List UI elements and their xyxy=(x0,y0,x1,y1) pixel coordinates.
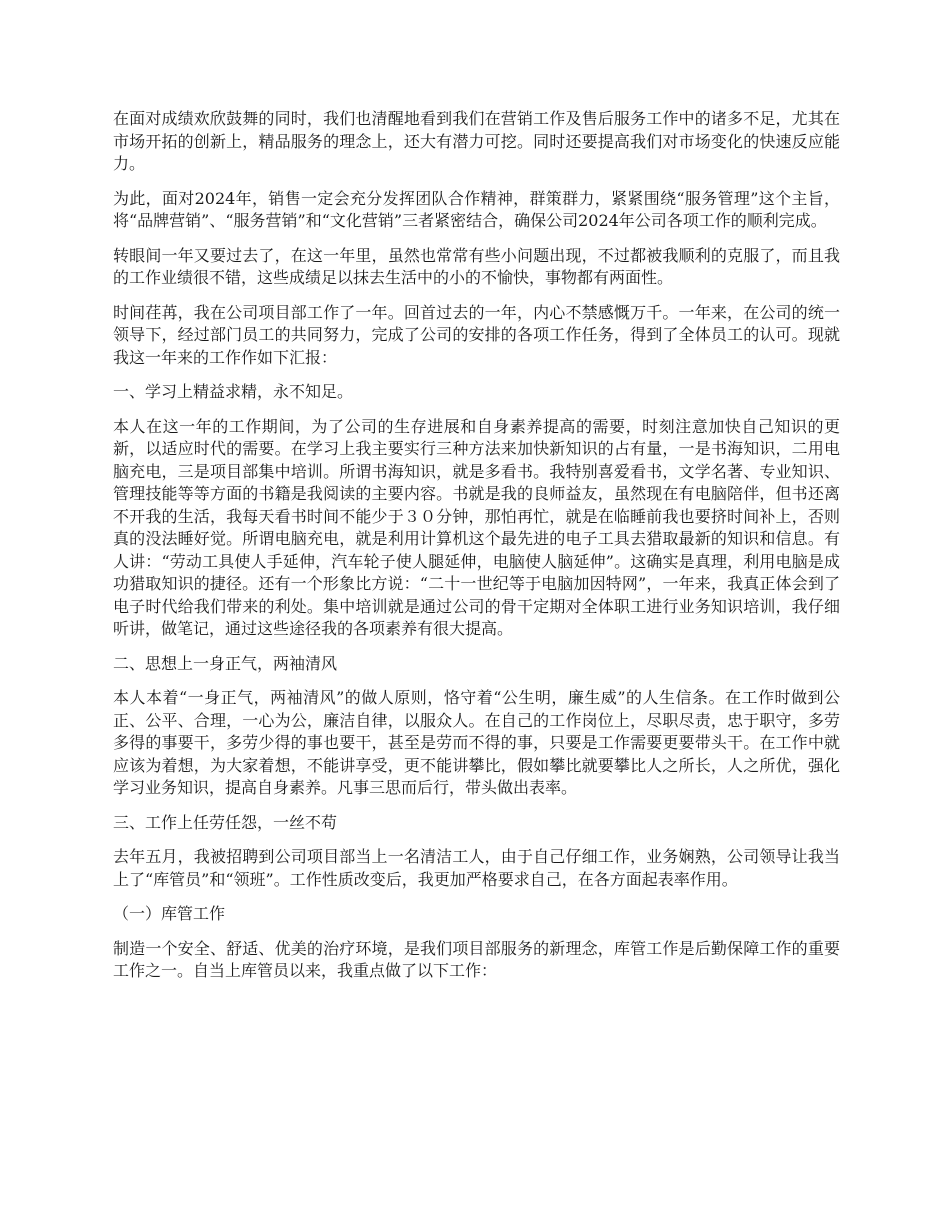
paragraph-6: 本人本着“一身正气，两袖清风”的做人原则，恪守着“公生明，廉生威”的人生信条。在工作时做到公正、公平、合理，一心为公，廉洁自律，以服众人。在自己的工作岗位上，尽职尽责，忠于职守，多劳多得的事要干，多劳少得的事也要干，甚至是劳而不得的事，只要是工作需要更要带头干。在工作中就应该为着想，为大家着想，不能讲享受，更不能讲攀比，假如攀比就要攀比人之所长，人之所优，强化学习业务知识，提高自身素养。凡事三思而后行，带头做出表率。 xyxy=(113,688,840,797)
section-heading-3: 三、工作上任劳任怨，一丝不苟 xyxy=(113,812,338,832)
paragraph-3: 转眼间一年又要过去了，在这一年里，虽然也常常有些小问题出现，不过都被我顺利的克服了，而且我的工作业绩很不错，这些成绩足以抹去生活中的小的不愉快，事物都有两面性。 xyxy=(113,245,840,287)
section-heading-1: 一、学习上精益求精，永不知足。 xyxy=(113,382,354,401)
subsection-heading-1: （一）库管工作 xyxy=(113,904,226,923)
section-heading-2: 二、思想上一身正气，两袖清风 xyxy=(113,653,338,673)
paragraph-7: 去年五月，我被招聘到公司项目部当上一名清洁工人，由于自己仔细工作，业务娴熟，公司领导让我当上了“库管员”和“领班”。工作性质改变后，我更加严格要求自己，在各方面起表率作用。 xyxy=(113,847,840,889)
paragraph-5: 本人在这一年的工作期间，为了公司的生存进展和自身素养提高的需要，时刻注意加快自己知识的更新，以适应时代的需要。在学习上我主要实行三种方法来加快新知识的占有量，一是书海知识，二用电脑充电，三是项目部集中培训。所谓书海知识，就是多看书。我特别喜爱看书，文学名著、专业知识、管理技能等等方面的书籍是我阅读的主要内容。书就是我的良师益友，虽然现在有电脑陪伴，但书还离不开我的生活，我每天看书时间不能少于３０分钟，那怕再忙，就是在临睡前我也要挤时间补上，否则真的没法睡好觉。所谓电脑充电，就是利用计算机这个最先进的电子工具去猎取最新的知识和信息。有人讲：“劳动工具使人手延伸，汽车轮子使人腿延伸，电脑使人脑延伸”。这确实是真理，利用电脑是成功猎取知识的捷径。还有一个形象比方说：“二十一世纪等于电脑加因特网”，一年来，我真正体会到了电子时代给我们带来的利处。集中培训就是通过公司的骨干定期对全体职工进行业务知识培训，我仔细听讲，做笔记，通过这些途径我的各项素养有很大提高。 xyxy=(113,416,840,638)
paragraph-2: 为此，面对2024年，销售一定会充分发挥团队合作精神，群策群力，紧紧围绕“服务管理”这个主旨，将“品牌营销”、“服务营销”和“文化营销”三者紧密结合，确保公司2024年公司各项工作的顺利完成。 xyxy=(113,188,840,230)
paragraph-8: 制造一个安全、舒适、优美的治疗环境，是我们项目部服务的新理念，库管工作是后勤保障工作的重要工作之一。自当上库管员以来，我重点做了以下工作： xyxy=(113,938,840,980)
paragraph-1: 在面对成绩欢欣鼓舞的同时，我们也清醒地看到我们在营销工作及售后服务工作中的诸多不足，尤其在市场开拓的创新上，精品服务的理念上，还大有潜力可挖。同时还要提高我们对市场变化的快速反应能力。 xyxy=(113,109,840,173)
document-body xyxy=(113,108,840,995)
paragraph-4: 时间荏苒，我在公司项目部工作了一年。回首过去的一年，内心不禁感慨万千。一年来，在公司的统一领导下，经过部门员工的共同努力，完成了公司的安排的各项工作任务，得到了全体员工的认可。现就我这一年来的工作作如下汇报： xyxy=(113,302,840,367)
